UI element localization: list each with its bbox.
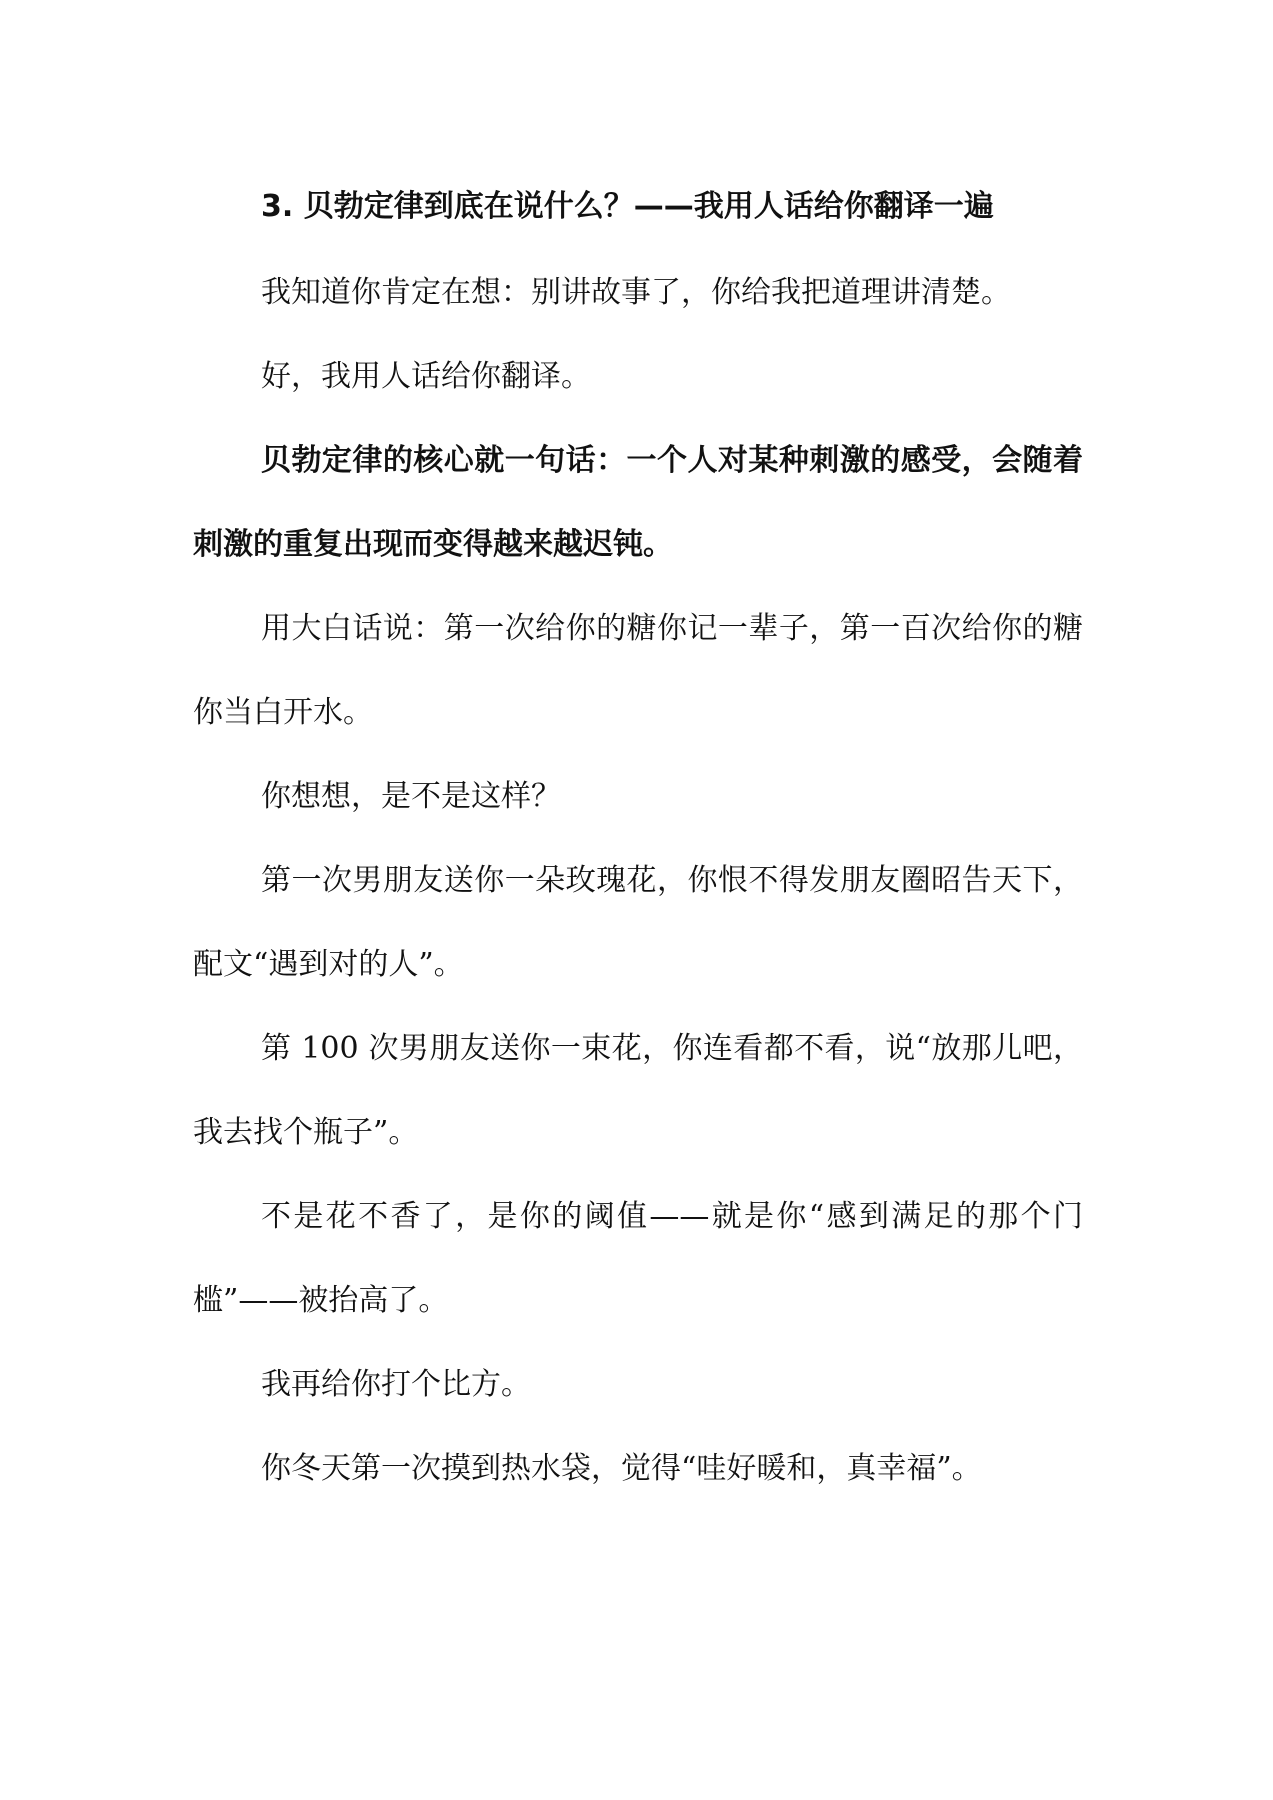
paragraph-7: 第 100 次男朋友送你一束花，你连看都不看，说“放那儿吧，我去找个瓶子”。 (193, 1031, 1083, 1150)
paragraph-5: 你想想，是不是这样？ (261, 779, 561, 814)
paragraph-9: 我再给你打个比方。 (261, 1367, 531, 1402)
section-heading: 3. 贝勃定律到底在说什么？——我用人话给你翻译一遍 (261, 189, 994, 224)
paragraph-4: 用大白话说：第一次给你的糖你记一辈子，第一百次给你的糖你当白开水。 (193, 611, 1083, 730)
paragraph-2: 好，我用人话给你翻译。 (261, 359, 591, 394)
paragraph-8: 不是花不香了，是你的阈值——就是你“感到满足的那个门槛”——被抬高了。 (193, 1199, 1083, 1318)
document-body (193, 165, 1083, 1511)
paragraph-3-key-definition: 贝勃定律的核心就一句话：一个人对某种刺激的感受，会随着刺激的重复出现而变得越来越迟钝。 (193, 443, 1083, 562)
paragraph-6: 第一次男朋友送你一朵玫瑰花，你恨不得发朋友圈昭告天下，配文“遇到对的人”。 (193, 863, 1083, 982)
paragraph-10: 你冬天第一次摸到热水袋，觉得“哇好暖和，真幸福”。 (261, 1451, 982, 1486)
paragraph-1: 我知道你肯定在想：别讲故事了，你给我把道理讲清楚。 (261, 275, 1011, 310)
